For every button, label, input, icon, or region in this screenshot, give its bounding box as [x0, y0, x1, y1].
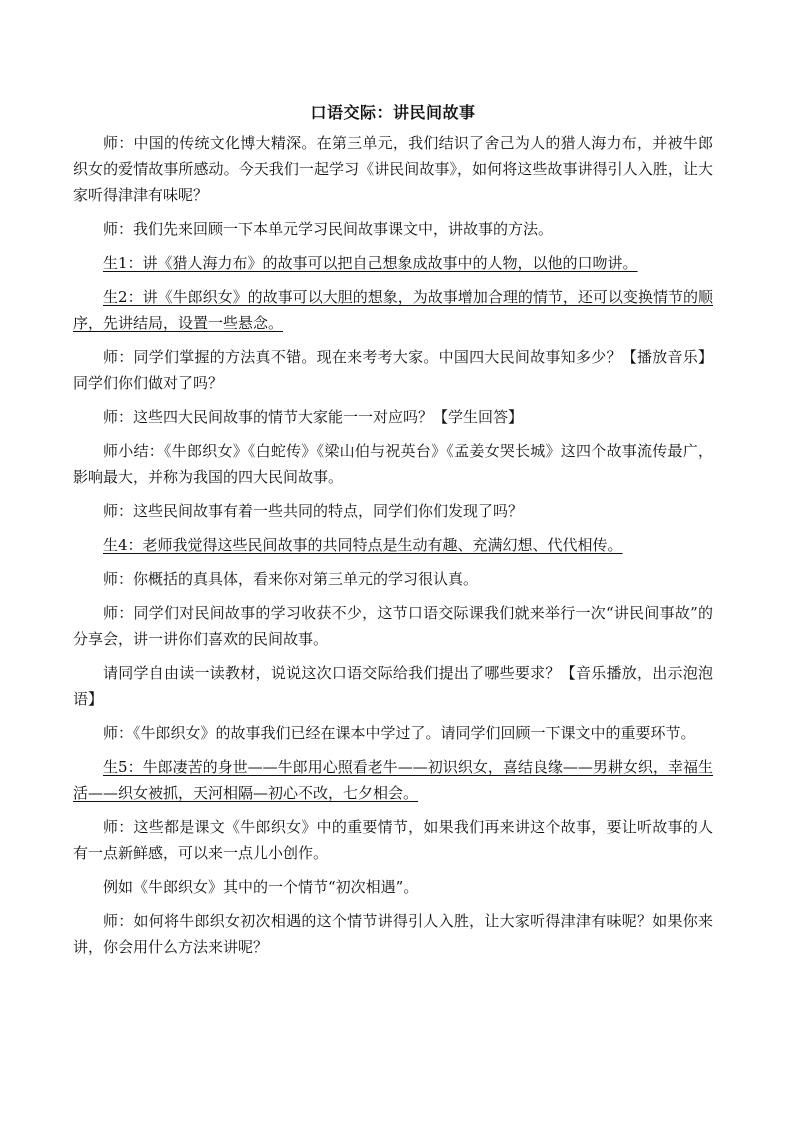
paragraph: 师：如何将牛郎织女初次相遇的这个情节讲得引人入胜，让大家听得津津有味呢？如果你来讲，你会用什么方法来讲呢？ [73, 912, 713, 956]
paragraph: 例如《牛郎织女》其中的一个情节“初次相遇”。 [103, 878, 419, 896]
student-answer-paragraph: 生2：讲《牛郎织女》的故事可以大胆的想象，为故事增加合理的情节，还可以变换情节的顺序，先讲结局，设置一些悬念。 [73, 288, 713, 332]
paragraph: 师：同学们对民间故事的学习收获不少，这节口语交际课我们就来举行一次“讲民间事故”的分享会，讲一讲你们喜欢的民间故事。 [73, 604, 713, 648]
paragraph: 师：这些都是课文《牛郎织女》中的重要情节，如果我们再来讲这个故事，要让听故事的人有一点新鲜感，可以来一点儿小创作。 [73, 818, 713, 862]
paragraph: 师：《牛郎织女》的故事我们已经在课本中学过了。请同学们回顾一下课文中的重要环节。 [103, 724, 696, 742]
student-answer-paragraph: 生1：讲《猎人海力布》的故事可以把自己想象成故事中的人物，以他的口吻讲。 [103, 254, 638, 272]
paragraph-list [73, 130, 713, 960]
document-page [73, 100, 713, 968]
paragraph: 师：你概括的真具体，看来你对第三单元的学习很认真。 [103, 570, 479, 588]
paragraph: 师：同学们掌握的方法真不错。现在来考考大家。中国四大民间故事知多少？【播放音乐】同学们你们做对了吗？ [73, 348, 713, 392]
paragraph: 师小结：《牛郎织女》《白蛇传》《梁山伯与祝英台》《孟姜女哭长城》这四个故事流传最广，影响最大，并称为我国的四大民间故事。 [73, 442, 713, 486]
document-title: 口语交际：讲民间故事 [310, 103, 476, 122]
paragraph: 师：我们先来回顾一下本单元学习民间故事课文中，讲故事的方法。 [103, 220, 554, 238]
paragraph: 师：中国的传统文化博大精深。在第三单元，我们结识了舍己为人的猎人海力布，并被牛郎织女的爱情故事所感动。今天我们一起学习《讲民间故事》，如何将这些故事讲得引人入胜，让大家听得津津有味呢？ [73, 134, 713, 204]
paragraph: 请同学自由读一读教材，说说这次口语交际给我们提出了哪些要求？【音乐播放，出示泡泡语】 [73, 664, 713, 708]
paragraph: 师：这些民间故事有着一些共同的特点，同学们你们发现了吗？ [103, 502, 524, 520]
student-answer-paragraph: 生5：牛郎凄苦的身世——牛郎用心照看老牛——初识织女，喜结良缘——男耕女织，幸福生活——织女被抓，天河相隔—初心不改，七夕相会。 [73, 758, 713, 802]
student-answer-paragraph: 生4：老师我觉得这些民间故事的共同特点是生动有趣、充满幻想、代代相传。 [103, 536, 623, 554]
paragraph: 师：这些四大民间故事的情节大家能一一对应吗？【学生回答】 [103, 408, 524, 426]
